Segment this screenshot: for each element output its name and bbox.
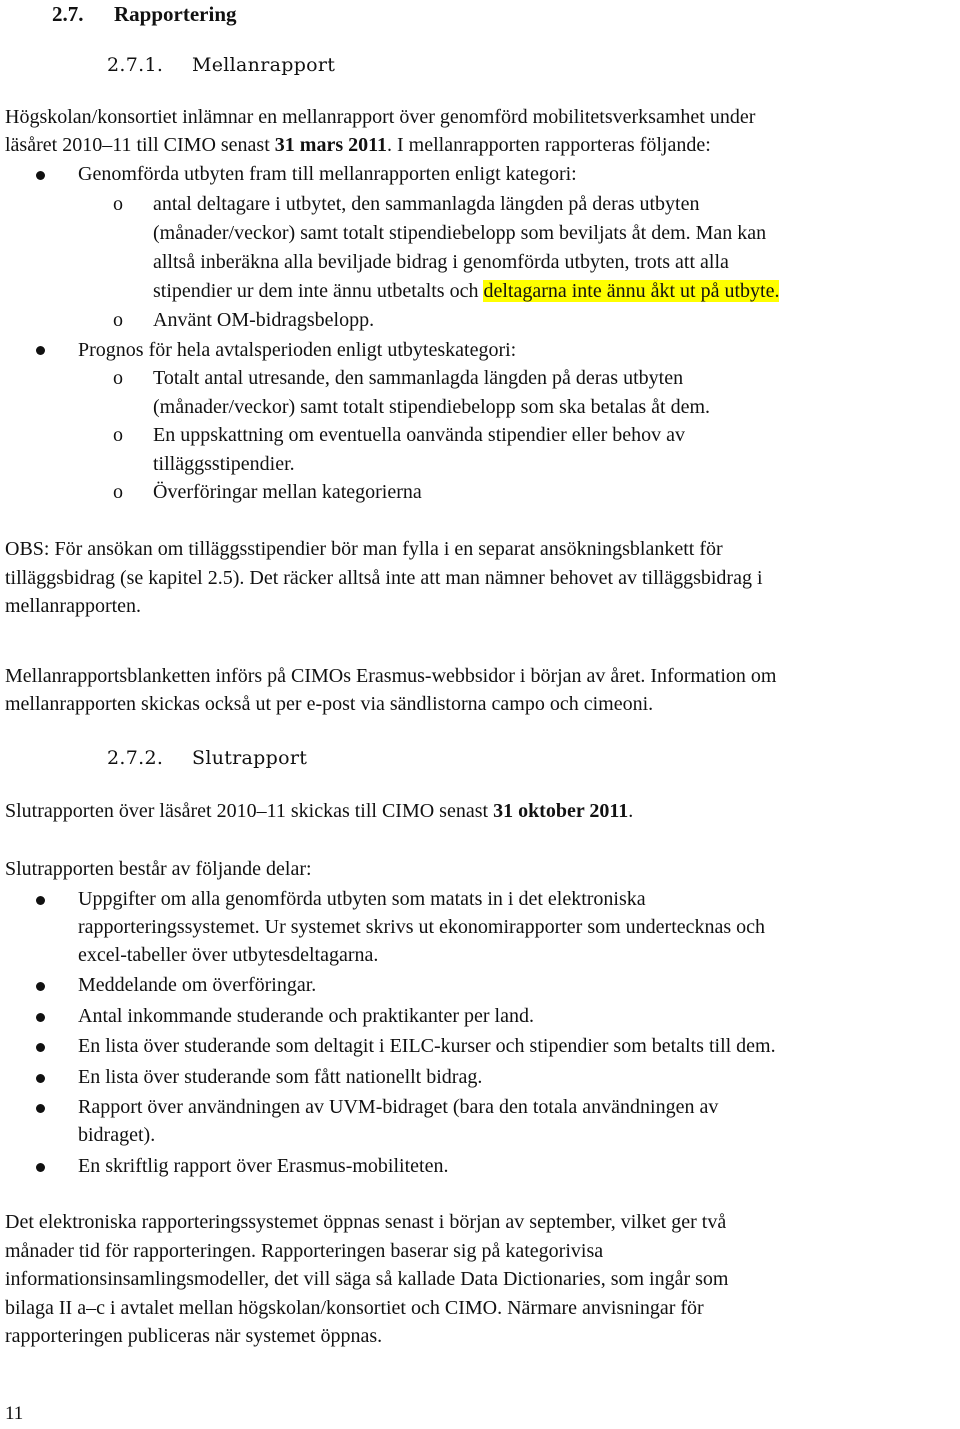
bullet-icon (36, 1104, 45, 1113)
circle-bullet-icon: o (113, 424, 123, 446)
list-item: En lista över studerande som deltagit i EILC-kurser och stipendier som betalts till dem. (78, 1035, 776, 1057)
sublist-item-line: (månader/veckor) samt totalt stipendiebelopp som ska betalas åt dem. (153, 396, 711, 418)
sublist-item-line: antal deltagare i utbytet, den sammanlagda längden på deras utbyten (153, 193, 700, 215)
bullet-icon (36, 171, 45, 180)
circle-bullet-icon: o (113, 481, 123, 503)
bullet-icon (36, 1013, 45, 1022)
highlighted-text: deltagarna inte ännu åkt ut på utbyte. (483, 280, 780, 302)
bullet-icon (36, 1043, 45, 1052)
bullet-icon (36, 982, 45, 991)
obs-line: OBS: För ansökan om tilläggsstipendier bör man fylla i en separat ansökningsblankett för (5, 538, 723, 560)
list-item-line: Rapport över användningen av UVM-bidraget (bara den totala användningen av (78, 1096, 719, 1118)
list-item: Antal inkommande studerande och praktikanter per land. (78, 1005, 534, 1027)
paragraph-line: Slutrapporten består av följande delar: (5, 858, 312, 880)
list-item: En lista över studerande som fått nationellt bidrag. (78, 1066, 483, 1088)
page-number: 11 (5, 1403, 24, 1424)
list-item-line: rapporteringssystemet. Ur systemet skrivs ut ekonomirapporter som undertecknas och (78, 916, 766, 938)
obs-line: tilläggsbidrag (se kapitel 2.5). Det räcker alltså inte att man nämner behovet av tilläggsbidrag i (5, 567, 763, 589)
circle-bullet-icon: o (113, 367, 123, 389)
paragraph-line: Det elektroniska rapporteringssystemet öppnas senast i början av september, vilket ger två (5, 1211, 727, 1233)
sublist-item: Använt OM-bidragsbelopp. (153, 309, 375, 331)
sublist-item-line: (månader/veckor) samt totalt stipendiebelopp som beviljats åt dem. Man kan (153, 222, 767, 244)
sublist-item-line: alltså inberäkna alla beviljade bidrag i genomförda utbyten, trots att alla (153, 251, 729, 273)
bullet-icon (36, 1163, 45, 1172)
sublist-item-line: stipendier ur dem inte ännu utbetalts och deltagarna inte ännu åkt ut på utbyte. (153, 280, 780, 302)
bullet-icon (36, 1074, 45, 1083)
paragraph-line: mellanrapporten skickas också ut per e-post via sändlistorna campo och cimeoni. (5, 693, 654, 715)
obs-line: mellanrapporten. (5, 595, 142, 617)
list-item: Prognos för hela avtalsperioden enligt utbyteskategori: (78, 339, 517, 361)
sublist-item-line: tilläggsstipendier. (153, 453, 295, 475)
subsection-title: Mellanrapport (192, 54, 336, 76)
sublist-item-line: En uppskattning om eventuella oanvända stipendier eller behov av (153, 424, 686, 446)
paragraph-line: läsåret 2010–11 till CIMO senast 31 mars 2011. I mellanrapporten rapporteras följande: (5, 134, 711, 156)
deadline-date: 31 oktober 2011 (493, 800, 629, 822)
list-item: Meddelande om överföringar. (78, 974, 317, 996)
paragraph-line: Högskolan/konsortiet inlämnar en mellanrapport över genomförd mobilitetsverksamhet under (5, 106, 756, 128)
sublist-item-line: Totalt antal utresande, den sammanlagda längden på deras utbyten (153, 367, 684, 389)
list-item-line: bidraget). (78, 1124, 156, 1146)
paragraph-line: Mellanrapportsblanketten införs på CIMOs Erasmus-webbsidor i början av året. Information om (5, 665, 777, 687)
list-item-line: Uppgifter om alla genomförda utbyten som matats in i det elektroniska (78, 888, 646, 910)
section-title: Rapportering (114, 2, 237, 26)
paragraph-line: Slutrapporten över läsåret 2010–11 skickas till CIMO senast 31 oktober 2011. (5, 800, 634, 822)
list-item: Genomförda utbyten fram till mellanrapporten enligt kategori: (78, 163, 577, 185)
sublist-item: Överföringar mellan kategorierna (153, 481, 422, 503)
circle-bullet-icon: o (113, 309, 123, 331)
paragraph-line: informationsinsamlingsmodeller, det vill säga så kallade Data Dictionaries, som ingår som (5, 1268, 729, 1290)
paragraph-line: rapporteringen publiceras när systemet öppnas. (5, 1325, 383, 1347)
bullet-icon (36, 346, 45, 355)
bullet-icon (36, 896, 45, 905)
circle-bullet-icon: o (113, 193, 123, 215)
list-item: En skriftlig rapport över Erasmus-mobiliteten. (78, 1155, 449, 1177)
deadline-date: 31 mars 2011 (274, 134, 387, 156)
subsection-number: 2.7.1. (107, 54, 164, 76)
subsection-title: Slutrapport (192, 747, 308, 769)
section-number: 2.7. (52, 2, 84, 26)
paragraph-line: bilaga II a–c i avtalet mellan högskolan/konsortiet och CIMO. Närmare anvisningar för (5, 1297, 704, 1319)
list-item-line: excel-tabeller över utbytesdeltagarna. (78, 944, 379, 966)
subsection-number: 2.7.2. (107, 747, 164, 769)
paragraph-line: månader tid för rapporteringen. Rapporteringen baserar sig på kategorivisa (5, 1240, 604, 1262)
